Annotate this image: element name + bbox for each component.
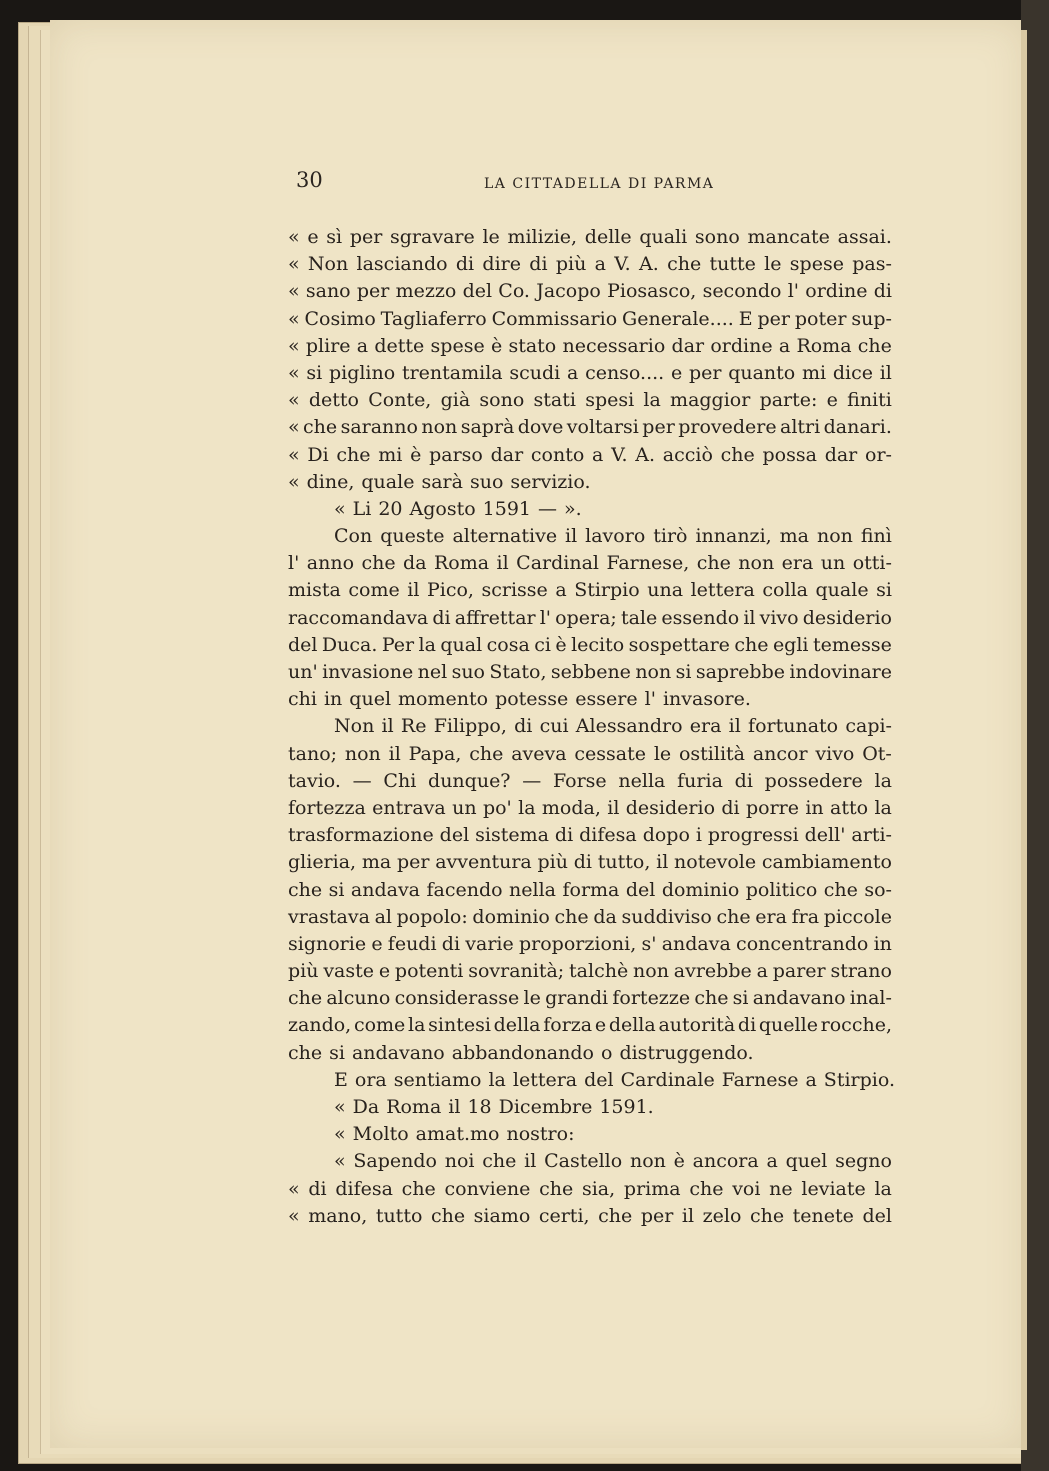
text-line: « Li 20 Agosto 1591 — ». (334, 497, 582, 520)
text-line: « Di che mi è parso dar conto a V. A. acciò che possa dar or- (288, 443, 892, 466)
text-line: Con queste alternative il lavoro tirò innanzi, ma non finì (334, 525, 892, 548)
text-line: « Molto amat.mo nostro: (334, 1123, 575, 1146)
text-line: signorie e feudi di varie proporzioni, s' andava concentrando in (288, 932, 892, 955)
text-line: « dine, quale sarà suo servizio. (288, 470, 591, 493)
text-line: fortezza entrava un po' la moda, il desiderio di porre in atto la (288, 796, 892, 819)
text-line: « Sapendo noi che il Castello non è ancora a quel segno (334, 1150, 892, 1173)
body-text (288, 224, 895, 1230)
text-line: E ora sentiamo la lettera del Cardinale Farnese a Stirpio. (334, 1068, 895, 1091)
text-line: raccomandava di affrettar l' opera; tale essendo il vivo desiderio (288, 606, 892, 629)
text-line: tano; non il Papa, che aveva cessate le ostilità ancor vivo Ot- (288, 742, 892, 765)
text-line: che si andavano abbandonando o distruggendo. (288, 1041, 754, 1064)
page-header (296, 168, 896, 198)
text-line: « detto Conte, già sono stati spesi la maggior parte: e finiti (288, 389, 892, 412)
text-line: che alcuno considerasse le grandi fortezze che si andavano inal- (288, 987, 892, 1010)
text-line: « Da Roma il 18 Dicembre 1591. (334, 1096, 654, 1118)
text-line: chi in quel momento potesse essere l' invasore. (288, 688, 751, 711)
text-line: che si andava facendo nella forma del dominio politico che so- (288, 878, 892, 901)
text-line: mista come il Pico, scrisse a Stirpio una lettera colla quale si (288, 579, 892, 602)
text-line: glieria, ma per avventura più di tutto, il notevole cambiamento (288, 851, 892, 874)
text-line: « mano, tutto che siamo certi, che per il zelo che tenete del (288, 1204, 892, 1227)
text-line: « che saranno non saprà dove voltarsi per provedere altri danari. (288, 416, 892, 439)
text-line: « di difesa che conviene che sia, prima che voi ne leviate la (288, 1177, 892, 1200)
text-line: l' anno che da Roma il Cardinal Farnese, che non era un otti- (288, 552, 892, 575)
text-line: « plire a dette spese è stato necessario dar ordine a Roma che (288, 334, 892, 357)
text-line: vrastava al popolo: dominio che da suddiviso che era fra piccole (288, 905, 892, 928)
book-spine-edge (1021, 0, 1049, 1471)
text-line: tavio. — Chi dunque? — Forse nella furia di possedere la (288, 769, 892, 792)
text-line: trasformazione del sistema di difesa dopo i progressi dell' arti- (288, 824, 892, 847)
text-line: « e sì per sgravare le milizie, delle quali sono mancate assai. (288, 226, 892, 248)
text-line: « Non lasciando di dire di più a V. A. che tutte le spese pas- (288, 253, 892, 276)
text-line: « sano per mezzo del Co. Jacopo Piosasco, secondo l' ordine di (288, 280, 892, 303)
text-line: più vaste e potenti sovranità; talchè non avrebbe a parer strano (288, 960, 892, 983)
running-head: LA CITTADELLA DI PARMA (484, 176, 715, 192)
text-line: del Duca. Per la qual cosa ci è lecito sospettare che egli temesse (288, 633, 892, 656)
text-line: zando, come la sintesi della forza e della autorità di quelle rocche, (288, 1014, 892, 1037)
text-line: « si piglino trentamila scudi a censo.... e per quanto mi dice il (288, 361, 892, 384)
text-line: Non il Re Filippo, di cui Alessandro era il fortunato capi- (334, 715, 892, 738)
text-line: un' invasione nel suo Stato, sebbene non si saprebbe indovinare (288, 661, 892, 683)
page-number: 30 (296, 168, 323, 192)
text-line: « Cosimo Tagliaferro Commissario Generale.... E per poter sup- (288, 307, 892, 330)
